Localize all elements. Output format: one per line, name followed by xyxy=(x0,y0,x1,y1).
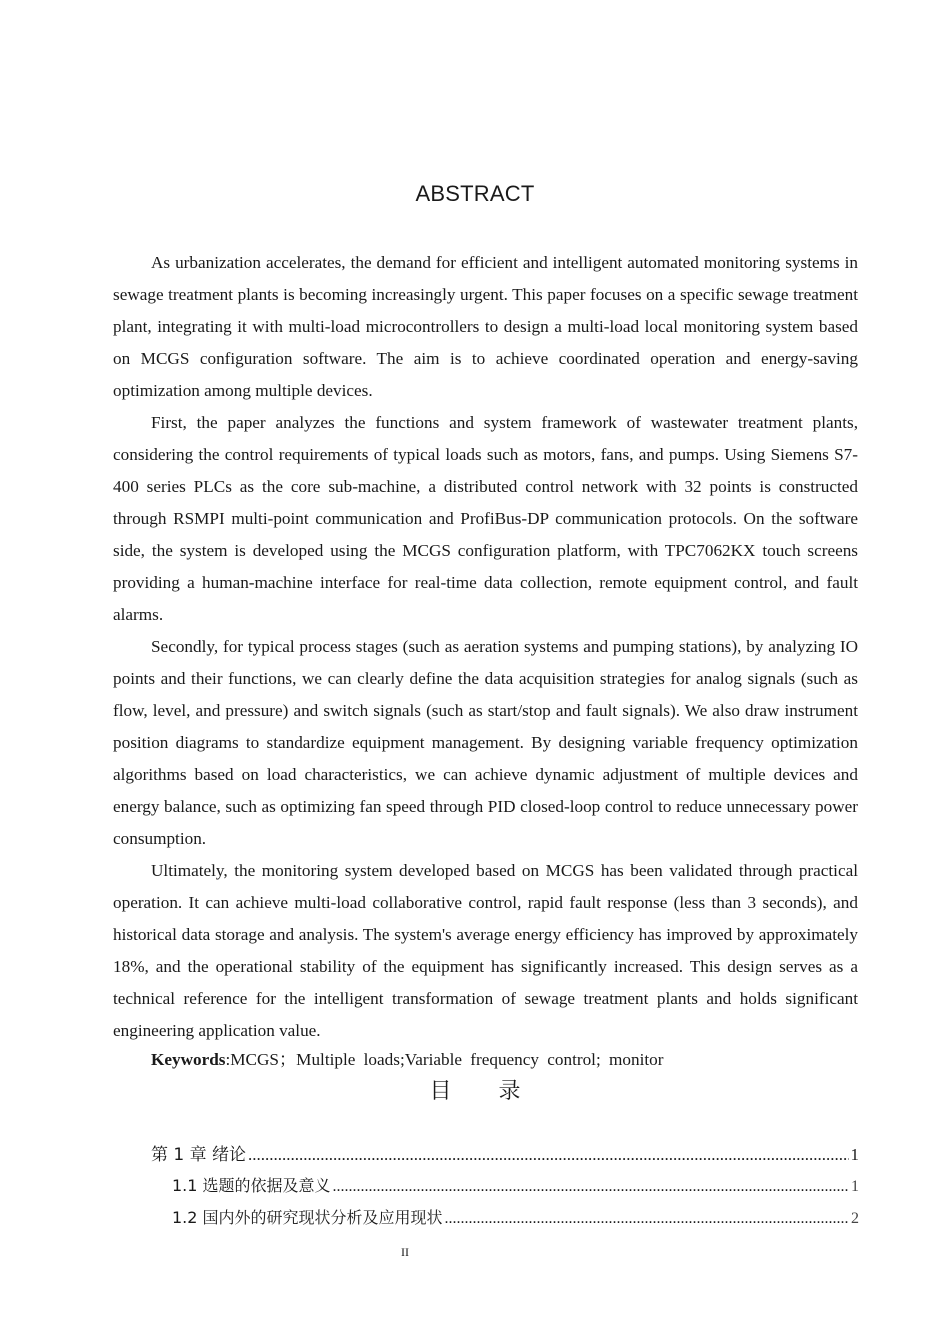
toc-leader-dots xyxy=(445,1210,849,1228)
toc-entry-page: 1 xyxy=(850,1145,859,1164)
toc-title: 目 录 xyxy=(429,1079,541,1104)
abstract-paragraph: First, the paper analyzes the functions and system framework of wastewater treatment plants, considering the control requirements of typical loads such as motors, fans, and pumps. Using Siemens S7-400 series PLCs as the core sub-machine, a distributed control network with 32 points is constructed through RSMPI multi-point communication and ProfiBus-DP communication protocols. On the software side, the system is developed using the MCGS configuration platform, with TPC7062KX touch screens providing a human-machine interface for real-time data collection, remote equipment control, and fault alarms. xyxy=(113,413,858,624)
abstract-paragraph: As urbanization accelerates, the demand for efficient and intelligent automated monitoring systems in sewage treatment plants is becoming increasingly urgent. This paper focuses on a specific sewage treatment plant, integrating it with multi-load microcontrollers to design a multi-load local monitoring system based on MCGS configuration software. The aim is to achieve coordinated operation and energy-saving optimization among multiple devices. xyxy=(113,253,858,400)
abstract-paragraph: Ultimately, the monitoring system developed based on MCGS has been validated through practical operation. It can achieve multi-load collaborative control, rapid fault response (less than 3 seconds), and historical data storage and analysis. The system's average energy efficiency has improved by approximately 18%, and the operational stability of the equipment has significantly increased. This design serves as a technical reference for the intelligent transformation of sewage treatment plants and holds significant engineering application value. xyxy=(113,861,858,1040)
toc-leader-dots xyxy=(333,1178,849,1196)
toc-entry-page: 1 xyxy=(851,1178,859,1195)
toc-entry-chapter-1[interactable] xyxy=(151,1140,859,1165)
page-number: II xyxy=(401,1245,409,1259)
keywords-text: :MCGS；Multiple loads;Variable frequency control; monitor xyxy=(225,1050,664,1069)
keywords-line xyxy=(151,1044,663,1076)
toc-entry-page: 2 xyxy=(851,1210,859,1227)
toc-leader-dots xyxy=(248,1145,848,1165)
abstract-paragraph: Secondly, for typical process stages (such as aeration systems and pumping stations), by analyzing IO points and their functions, we can clearly define the data acquisition strategies for analog signals (such as flow, level, and pressure) and switch signals (such as start/stop and fault signals). We also draw instrument position diagrams to standardize equipment management. By designing variable frequency optimization algorithms based on load characteristics, we can achieve dynamic adjustment of multiple devices and energy balance, such as optimizing fan speed through PID closed-loop control to reduce unnecessary power consumption. xyxy=(113,637,858,848)
toc-entry-label: 1.1 选题的依据及意义 xyxy=(172,1176,331,1195)
toc-entry-section-1-1[interactable] xyxy=(172,1173,859,1196)
abstract-title: ABSTRACT xyxy=(415,181,535,206)
toc-entry-section-1-2[interactable] xyxy=(172,1205,859,1228)
toc-entry-label: 1.2 国内外的研究现状分析及应用现状 xyxy=(172,1208,443,1227)
keywords-label: Keywords xyxy=(151,1050,226,1069)
abstract-body xyxy=(113,247,858,1047)
toc-entry-label: 第 1 章 绪论 xyxy=(151,1145,247,1165)
